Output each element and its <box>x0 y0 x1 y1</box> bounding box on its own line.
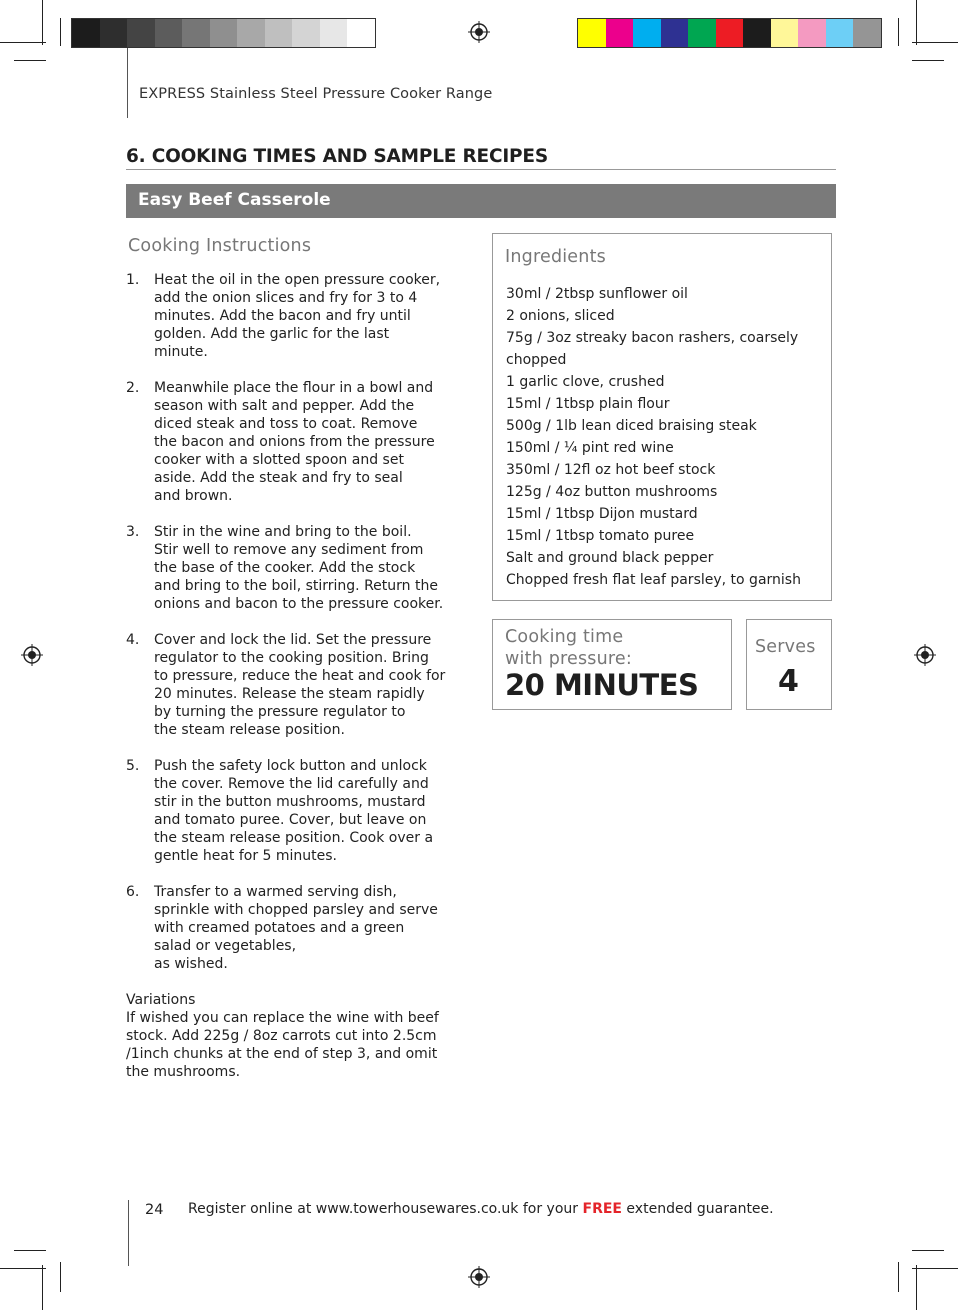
ingredient-item: Salt and ground black pepper <box>506 550 714 566</box>
ingredient-item: 15ml / 1tbsp tomato puree <box>506 528 695 544</box>
ingredient-item: 15ml / 1tbsp Dijon mustard <box>506 506 698 522</box>
process-color-bar <box>577 18 882 48</box>
color-swatch <box>210 19 238 47</box>
registration-mark-icon <box>21 644 43 666</box>
color-swatch <box>798 19 826 47</box>
step-text: Stir in the wine and bring to the boil. Stir well to remove any sediment from the base of the cooker. Add the stock and bring to the boil, stirring. Return the onions and bacon to the pressure cooker. <box>154 524 444 612</box>
ingredient-item: 350ml / 12fl oz hot beef stock <box>506 462 716 478</box>
color-swatch <box>72 19 100 47</box>
instruction-step <box>126 631 471 739</box>
page-number: 24 <box>145 1202 164 1218</box>
color-swatch <box>100 19 128 47</box>
ingredient-item: chopped <box>506 352 567 368</box>
step-text: Heat the oil in the open pressure cooker, add the onion slices and fry for 3 to 4 minutes. Add the bacon and fry until golden. Add the garlic for the last minute. <box>154 272 441 360</box>
ingredient-item: 15ml / 1tbsp plain flour <box>506 396 670 412</box>
serves-value: 4 <box>778 664 799 699</box>
color-swatch <box>155 19 183 47</box>
color-swatch <box>633 19 661 47</box>
step-number: 6. <box>126 884 140 900</box>
instruction-step <box>126 379 471 505</box>
step-text: Push the safety lock button and unlock the cover. Remove the lid carefully and stir in the button mushrooms, mustard and tomato puree. Cover, but leave on the steam release position. Cook over a gentle heat for 5 minutes. <box>154 758 434 864</box>
registration-mark-icon <box>468 21 490 43</box>
ingredient-item: 125g / 4oz button mushrooms <box>506 484 718 500</box>
color-swatch <box>606 19 634 47</box>
instruction-step <box>126 883 471 973</box>
ingredients-list <box>506 283 801 591</box>
cooking-time-label-line-2: with pressure: <box>505 649 632 669</box>
footer-text-start: Register online at www.towerhousewares.co.uk for your <box>188 1201 583 1217</box>
ingredient-item: 75g / 3oz streaky bacon rashers, coarsely <box>506 330 799 346</box>
instructions-heading: Cooking Instructions <box>128 236 312 256</box>
section-title: 6. COOKING TIMES AND SAMPLE RECIPES <box>126 146 548 167</box>
instruction-step <box>126 523 471 613</box>
color-swatch <box>127 19 155 47</box>
color-swatch <box>661 19 689 47</box>
header-title: EXPRESS Stainless Steel Pressure Cooker Range <box>139 86 493 102</box>
step-text: Cover and lock the lid. Set the pressure regulator to the cooking position. Bring to pressure, reduce the heat and cook for 20 minutes. Release the steam rapidly by turning the pressure regulator to the steam release position. <box>154 632 446 738</box>
footer-text <box>188 1201 774 1217</box>
section-rule <box>126 169 836 170</box>
instructions-list <box>126 271 471 991</box>
ingredient-item: 2 onions, sliced <box>506 308 615 324</box>
color-swatch <box>347 19 375 47</box>
step-text: Transfer to a warmed serving dish, sprinkle with chopped parsley and serve with creamed potatoes and a green salad or vegetables, as wished. <box>154 884 438 972</box>
cooking-time-value: 20 MINUTES <box>505 668 699 702</box>
color-swatch <box>771 19 799 47</box>
instruction-step <box>126 271 471 361</box>
color-swatch <box>826 19 854 47</box>
header-divider <box>127 48 128 118</box>
cooking-time-label-line-1: Cooking time <box>505 627 624 647</box>
ingredient-item: Chopped fresh flat leaf parsley, to garnish <box>506 572 801 588</box>
ingredient-item: 150ml / ¼ pint red wine <box>506 440 674 456</box>
registration-mark-icon <box>468 1266 490 1288</box>
color-swatch <box>716 19 744 47</box>
variations-text: Variations If wished you can replace the wine with beef stock. Add 225g / 8oz carrots cut into 2.5cm /1inch chunks at the end of step 3, and omit the mushrooms. <box>126 992 439 1080</box>
color-swatch <box>265 19 293 47</box>
footer-text-end: extended guarantee. <box>621 1201 774 1217</box>
color-swatch <box>292 19 320 47</box>
step-number: 5. <box>126 758 140 774</box>
color-swatch <box>688 19 716 47</box>
step-number: 3. <box>126 524 140 540</box>
step-number: 2. <box>126 380 140 396</box>
cooking-time-label <box>505 626 632 670</box>
ingredient-item: 1 garlic clove, crushed <box>506 374 665 390</box>
color-swatch <box>578 19 606 47</box>
registration-mark-icon <box>914 644 936 666</box>
step-number: 4. <box>126 632 140 648</box>
ingredient-item: 500g / 1lb lean diced braising steak <box>506 418 757 434</box>
color-swatch <box>182 19 210 47</box>
footer-free: FREE <box>582 1201 622 1217</box>
footer-divider <box>128 1200 129 1266</box>
instruction-step <box>126 757 471 865</box>
grayscale-color-bar <box>71 18 376 48</box>
step-number: 1. <box>126 272 140 288</box>
color-swatch <box>743 19 771 47</box>
step-text: Meanwhile place the flour in a bowl and season with salt and pepper. Add the diced steak and toss to coat. Remove the bacon and onions from the pressure cooker with a slotted spoon and set aside. Add the steak and fry to seal and brown. <box>154 380 435 504</box>
recipe-banner <box>126 184 836 218</box>
color-swatch <box>237 19 265 47</box>
recipe-name: Easy Beef Casserole <box>138 190 331 210</box>
serves-label: Serves <box>755 637 816 657</box>
ingredients-heading: Ingredients <box>505 247 606 267</box>
color-swatch <box>320 19 348 47</box>
color-swatch <box>853 19 881 47</box>
ingredient-item: 30ml / 2tbsp sunflower oil <box>506 286 688 302</box>
